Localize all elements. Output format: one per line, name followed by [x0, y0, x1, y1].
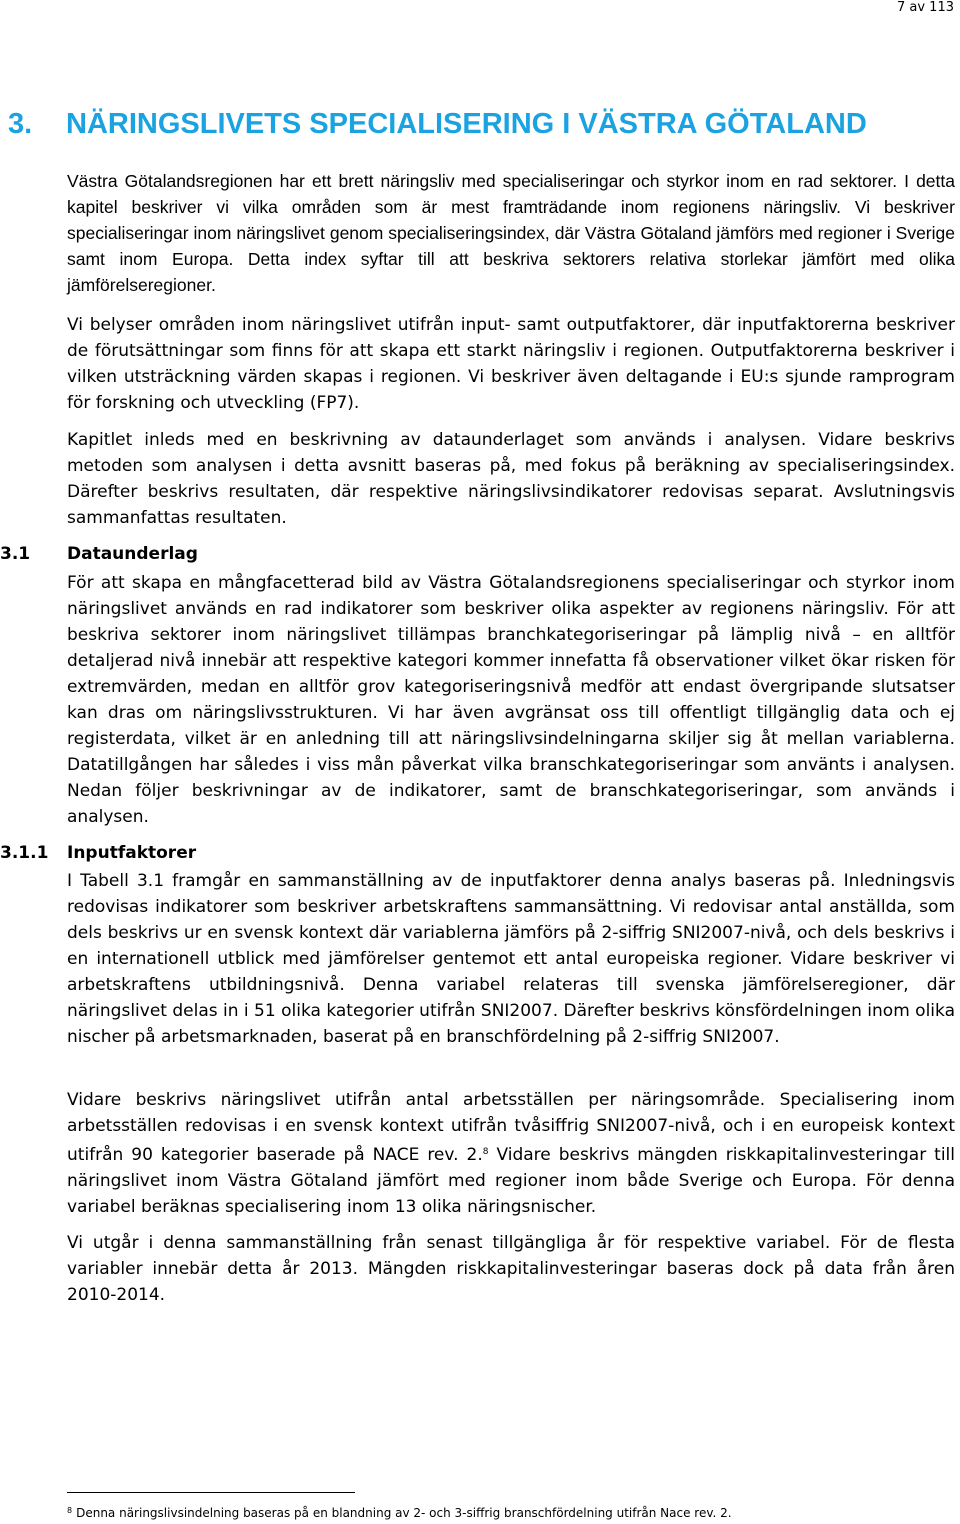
- section-number: 3.1.1: [0, 843, 49, 863]
- section-3-1-1-paragraph-1: I Tabell 3.1 framgår en sammanställning av de inputfaktorer denna analys baseras på. Inledningsvis redovisas indikatorer som beskriver arbetskraftens sammansättning. Vi redovisar antal anställda, som dels beskrivs ur en svensk kontext där variablerna jämförs på 2-siffrig SNI2007-nivå, och dels beskrivs i en internationell utblick med jämförelser gentemot ett antal europeiska regioner. Vidare beskriver vi arbetskraftens utbildningsnivå. Denna variabel relateras till svenska jämförelseregioner, där näringslivet delas in i 51 olika kategorier utifrån SNI2007. Därefter beskrivs könsfördelningen inom olika nischer på arbetsmarknaden, baserat på en branschfördelning på 2-siffrig SNI2007.: [67, 871, 955, 1047]
- section-heading-3-1-1: [0, 843, 700, 863]
- chapter-number: 3.: [8, 108, 33, 140]
- intro-paragraph-2: Vi belyser områden inom näringslivet utifrån input- samt outputfaktorer, där inputfaktorerna beskriver de förutsättningar som finns för att skapa ett starkt näringsliv i regionen. Outputfaktorerna beskriver i vilken utsträckning värden skapas i regionen. Vi beskriver även deltagande i EU:s sjunde ramprogram för forskning och utveckling (FP7).: [67, 315, 955, 413]
- footnote-reference[interactable]: 8: [482, 1147, 489, 1157]
- footnote-mark: 8: [67, 1506, 73, 1515]
- section-title: Dataunderlag: [67, 544, 198, 564]
- section-3-1-1-paragraph-3: Vi utgår i denna sammanställning från senast tillgängliga år för respektive variabel. För de flesta variabler innebär detta år 2013. Mängden riskkapitalinvesteringar baseras dock på data från åren 2010-2014.: [67, 1233, 955, 1305]
- footnote-text: Denna näringslivsindelning baseras på en blandning av 2- och 3-siffrig branschfördelning utifrån Nace rev. 2.: [76, 1506, 732, 1520]
- section-title: Inputfaktorer: [67, 843, 197, 863]
- section-3-1-paragraph: För att skapa en mångfacetterad bild av Västra Götalandsregionens specialiseringar och styrkor inom näringslivet används en rad indikatorer som beskriver olika aspekter av regionens näringsliv. För att beskriva sektorer inom näringslivet tillämpas branchkategoriseringar på lämplig nivå – en alltför detaljerad nivå innebär att respektive kategori kommer innefatta få observationer vilket ökar risken för extremvärden, medan en alltför grov kategoriseringsnivå medför att endast övergripande slutsatser kan dras om näringslivsstrukturen. Vi har även avgränsat oss till offentligt tillgänglig data och ej registerdata, vilket är en anledning till att näringslivsindelningarna skiljer sig åt mellan variablerna. Datatillgången har således i viss mån påverkat vilka branschkategoriseringar som använts i analysen. Nedan följer beskrivningar av de indikatorer, samt de branschkategoriseringar, som används i analysen.: [67, 573, 955, 827]
- footnote-divider: [67, 1492, 355, 1493]
- paragraph-text: Vidare beskrivs näringslivet utifrån antal arbetsställen per näringsområde. Specialisering inom arbetsställen redovisas i en svensk kontext utifrån tvåsiffrig SNI2007-nivå, och i en europeisk kontext utifrån 90 kategorier baserade på NACE rev. 2.: [67, 1090, 955, 1165]
- section-number: 3.1: [0, 544, 31, 564]
- chapter-title-text: NÄRINGSLIVETS SPECIALISERING I VÄSTRA GÖTALAND: [66, 108, 867, 140]
- section-3-1-1-paragraph-2: [67, 1087, 955, 1220]
- section-heading-3-1: [0, 544, 700, 564]
- intro-paragraph-1: Västra Götalandsregionen har ett brett näringsliv med specialiseringar och styrkor inom en rad sektorer. I detta kapitel beskriver vi vilka områden som är mest framträdande inom regionens näringsliv. Vi beskriver specialiseringar inom näringslivet genom specialiseringsindex, där Västra Götaland jämförs med regioner i Sverige samt inom Europa. Detta index syftar till att beskriva sektorers relativa storlekar jämfört med olika jämförelseregioner.: [67, 171, 955, 295]
- intro-paragraph-3: Kapitlet inleds med en beskrivning av dataunderlaget som används i analysen. Vidare beskrivs metoden som analysen i detta avsnitt baseras på, med fokus på beräkning av specialiseringsindex. Därefter beskrivs resultaten, där respektive näringslivsindikatorer redovisas separat. Avslutningsvis sammanfattas resultaten.: [67, 430, 955, 528]
- page-number: 7 av 113: [896, 0, 954, 15]
- chapter-title: [8, 108, 958, 141]
- paragraph-text: Vidare beskrivs mängden riskkapitalinvesteringar till näringslivet inom Västra Götaland jämfört med regioner inom både Sverige och Europa. För denna variabel beräknas specialisering inom 13 olika näringsnischer.: [67, 1145, 956, 1217]
- footnote: [67, 1506, 732, 1520]
